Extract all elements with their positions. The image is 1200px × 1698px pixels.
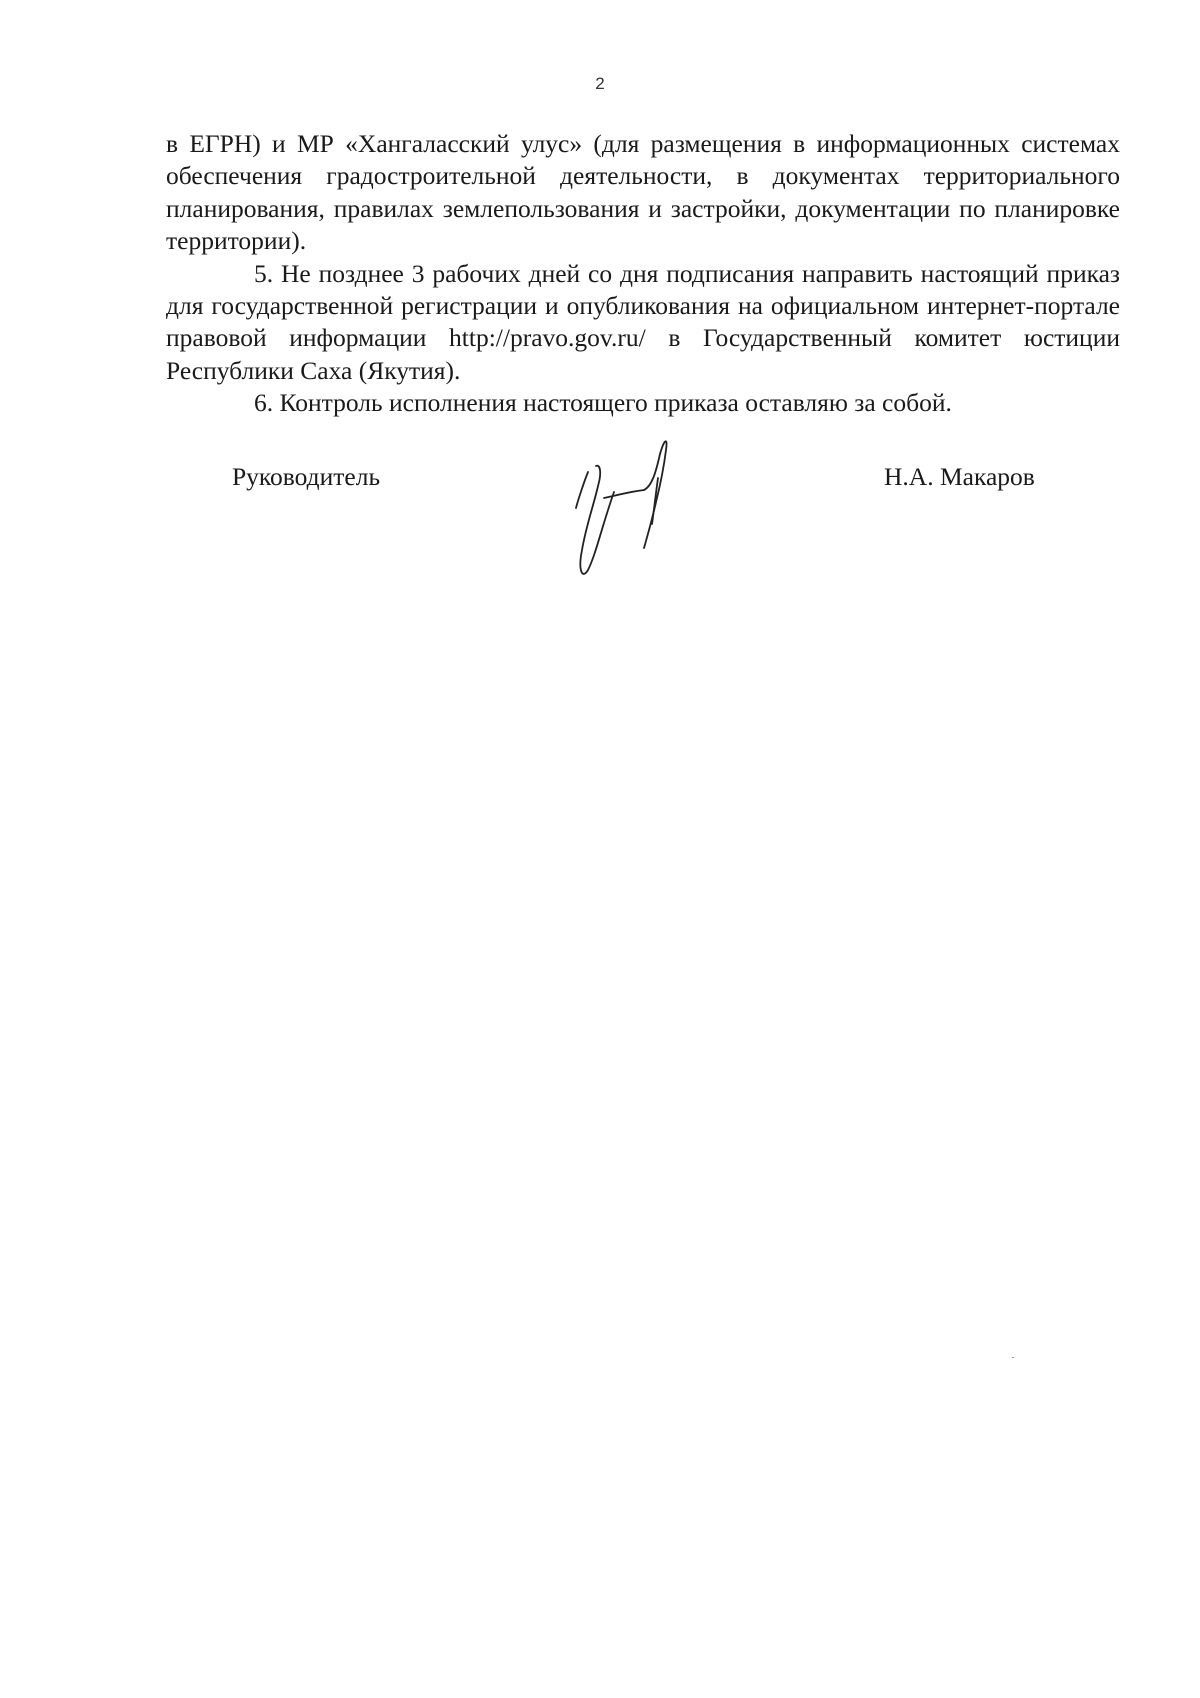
signatory-name: Н.А. Макаров [884, 462, 1035, 491]
paragraph-5: 5. Не позднее 3 рабочих дней со дня подписания направить настоящий приказ для государственной регистрации и опубликования на официальном интернет-портале правовой информации http://pravo.gov.ru/ в Государственный комитет юстиции Республики Саха (Якутия). [166, 258, 1120, 385]
paragraph-4-continuation: в ЕГРН) и МР «Хангаласский улус» (для размещения в информационных системах обеспечения градостроительной деятельности, в документах территориального планирования, правилах землепользования и застройки, документации по планировке территории). [166, 129, 1120, 256]
handwritten-signature-icon [556, 430, 726, 590]
document-body [166, 128, 1120, 420]
signature-block [0, 440, 1200, 600]
signatory-position: Руководитель [232, 462, 381, 491]
scan-artifact [1012, 1357, 1014, 1358]
paragraph-6: 6. Контроль исполнения настоящего приказа оставляю за собой. [254, 388, 952, 418]
page-number: 2 [595, 74, 605, 93]
